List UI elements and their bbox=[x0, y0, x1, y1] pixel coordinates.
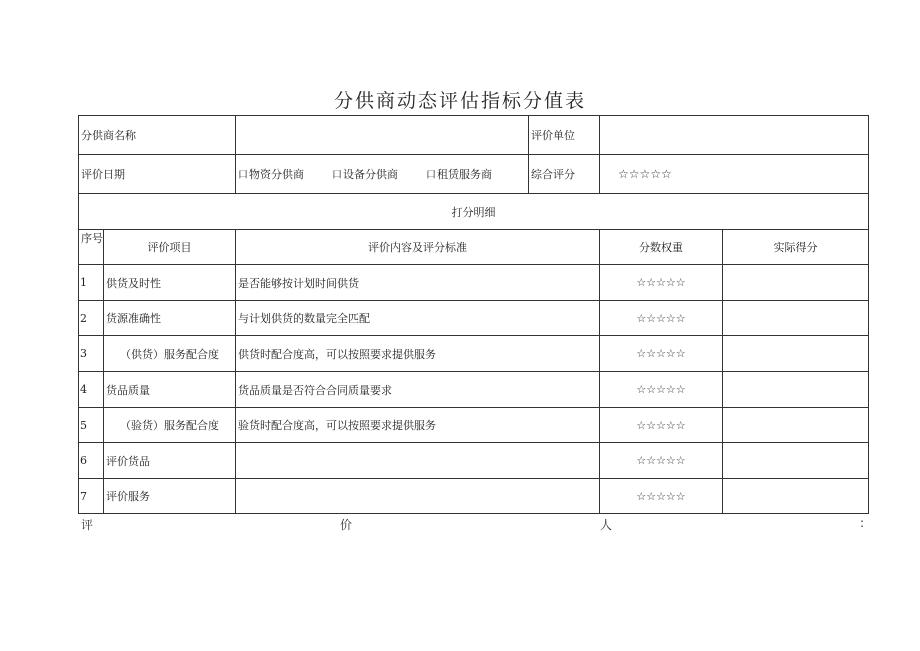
overall-score-stars[interactable] bbox=[600, 155, 869, 194]
row-item: 评价货品 bbox=[104, 443, 236, 479]
row-weight-stars[interactable]: ☆☆☆☆☆ bbox=[600, 372, 723, 408]
row-weight-stars[interactable]: ☆☆☆☆☆ bbox=[600, 301, 723, 336]
row-score-field[interactable] bbox=[723, 265, 869, 301]
row-criteria[interactable] bbox=[236, 443, 600, 479]
row-criteria: 是否能够按计划时间供货 bbox=[236, 265, 600, 301]
option-leasing-provider[interactable] bbox=[426, 166, 492, 182]
row-criteria: 与计划供货的数量完全匹配 bbox=[236, 301, 600, 336]
option-label: 物资分供商 bbox=[249, 168, 304, 181]
row-seq: 6 bbox=[79, 443, 104, 479]
page-title: 分供商动态评估指标分值表 bbox=[333, 90, 586, 112]
footer-char: 人 bbox=[600, 518, 613, 532]
eval-date-label: 评价日期 bbox=[79, 155, 236, 194]
section-row bbox=[79, 194, 869, 230]
table-row bbox=[79, 336, 869, 372]
row-score-field[interactable] bbox=[723, 443, 869, 479]
section-title: 打分明细 bbox=[79, 194, 869, 230]
table-row bbox=[79, 265, 869, 301]
row-criteria: 货品质量是否符合合同质量要求 bbox=[236, 372, 600, 408]
row-score-field[interactable] bbox=[723, 479, 869, 514]
row-weight-stars[interactable]: ☆☆☆☆☆ bbox=[600, 408, 723, 443]
row-seq: 2 bbox=[79, 301, 104, 336]
supplier-name-label: 分供商名称 bbox=[79, 116, 236, 155]
row-score-field[interactable] bbox=[723, 408, 869, 443]
row-item: 货品质量 bbox=[104, 372, 236, 408]
checkbox-icon[interactable]: 口 bbox=[238, 170, 248, 181]
footer-char: 价 bbox=[340, 518, 353, 532]
eval-unit-field[interactable] bbox=[600, 116, 869, 155]
row-weight-stars[interactable]: ☆☆☆☆☆ bbox=[600, 265, 723, 301]
table-header-row bbox=[79, 230, 869, 265]
star-rating[interactable]: ☆☆☆☆☆ bbox=[618, 167, 672, 181]
row-criteria: 验货时配合度高，可以按照要求提供服务 bbox=[236, 408, 600, 443]
supplier-name-field[interactable] bbox=[236, 116, 529, 155]
row-weight-stars[interactable]: ☆☆☆☆☆ bbox=[600, 479, 723, 514]
row-criteria: 供货时配合度高，可以按照要求提供服务 bbox=[236, 336, 600, 372]
overall-score-label: 综合评分 bbox=[529, 155, 600, 194]
header-score: 实际得分 bbox=[723, 230, 869, 265]
row-score-field[interactable] bbox=[723, 372, 869, 408]
row-seq: 5 bbox=[79, 408, 104, 443]
header-criteria: 评价内容及评分标准 bbox=[236, 230, 600, 265]
row-item: 货源准确性 bbox=[104, 301, 236, 336]
table-row bbox=[79, 443, 869, 479]
row-seq: 7 bbox=[79, 479, 104, 514]
footer-char: : bbox=[860, 516, 865, 530]
info-row-date bbox=[79, 155, 869, 194]
footer-char: 评 bbox=[81, 518, 94, 532]
checkbox-icon[interactable]: 口 bbox=[332, 170, 342, 181]
option-equipment-supplier[interactable] bbox=[332, 166, 398, 182]
row-weight-stars[interactable]: ☆☆☆☆☆ bbox=[600, 443, 723, 479]
header-seq: 序号 bbox=[79, 230, 104, 265]
table-row bbox=[79, 479, 869, 514]
row-item: （供货）服务配合度 bbox=[104, 336, 236, 372]
info-row-supplier bbox=[79, 116, 869, 155]
checkbox-icon[interactable]: 口 bbox=[426, 170, 436, 181]
table-row bbox=[79, 372, 869, 408]
row-seq: 1 bbox=[79, 265, 104, 301]
row-criteria[interactable] bbox=[236, 479, 600, 514]
header-weight: 分数权重 bbox=[600, 230, 723, 265]
row-seq: 4 bbox=[79, 372, 104, 408]
row-item: （验货）服务配合度 bbox=[104, 408, 236, 443]
evaluation-form-table bbox=[78, 115, 869, 514]
supplier-type-options bbox=[236, 155, 529, 194]
option-label: 租赁服务商 bbox=[437, 168, 492, 181]
row-weight-stars[interactable]: ☆☆☆☆☆ bbox=[600, 336, 723, 372]
option-material-supplier[interactable] bbox=[238, 166, 304, 182]
evaluator-signature-line bbox=[78, 516, 868, 530]
row-score-field[interactable] bbox=[723, 336, 869, 372]
row-score-field[interactable] bbox=[723, 301, 869, 336]
eval-unit-label: 评价单位 bbox=[529, 116, 600, 155]
row-seq: 3 bbox=[79, 336, 104, 372]
row-item: 评价服务 bbox=[104, 479, 236, 514]
table-row bbox=[79, 408, 869, 443]
row-item: 供货及时性 bbox=[104, 265, 236, 301]
header-item: 评价项目 bbox=[104, 230, 236, 265]
table-row bbox=[79, 301, 869, 336]
option-label: 设备分供商 bbox=[343, 168, 398, 181]
